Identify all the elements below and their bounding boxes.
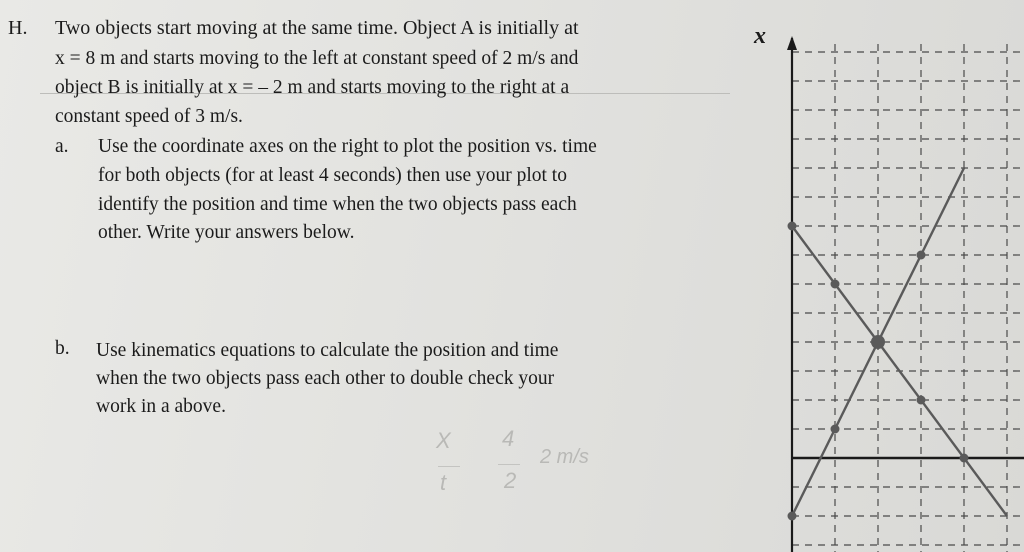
part-a-line-4: other. Write your answers below. (98, 222, 355, 243)
problem-line-3: object B is initially at x = – 2 m and starts moving to the right at a (55, 77, 570, 98)
part-a-line-3: identify the position and time when the two objects pass each (98, 194, 577, 215)
part-a-line-1: Use the coordinate axes on the right to plot the position vs. time (98, 136, 597, 157)
handwriting-fraction2-bar (498, 464, 520, 465)
axis-arrowhead (787, 36, 797, 50)
handwriting-fraction2-den: 2 (504, 468, 517, 493)
part-a-line-2: for both objects (for at least 4 seconds) then use your plot to (98, 165, 567, 186)
part-a-label: a. (55, 136, 69, 157)
axis-x-label: x (754, 23, 766, 49)
plotted-point (917, 251, 926, 260)
problem-line-2: x = 8 m and starts moving to the left at constant speed of 2 m/s and (55, 48, 579, 69)
handwriting-result: 2 m/s (540, 446, 589, 468)
plotted-point (831, 280, 840, 289)
position-time-graph (760, 24, 1024, 552)
part-b-label: b. (55, 338, 70, 359)
handwriting-fraction-num: X (436, 428, 451, 453)
part-b-line-3: work in a above. (96, 396, 226, 417)
plotted-point (831, 425, 840, 434)
problem-line-4: constant speed of 3 m/s. (55, 106, 243, 127)
handwriting-fraction-den: t (440, 470, 447, 495)
plotted-point (960, 454, 969, 463)
problem-line-1: Two objects start moving at the same time. Object A is initially at (55, 17, 579, 39)
problem-label: H. (8, 17, 28, 39)
plotted-point (917, 396, 926, 405)
part-b-line-1: Use kinematics equations to calculate the position and time (96, 340, 559, 361)
handwriting-fraction2-num: 4 (502, 426, 515, 451)
handwriting-fraction-bar (438, 466, 460, 467)
plotted-point (788, 512, 797, 521)
graph-axes (787, 36, 1024, 552)
plotted-point (788, 222, 797, 231)
graph-grid (792, 44, 1024, 552)
intersection-point (871, 335, 885, 349)
part-b-line-2: when the two objects pass each other to double check your (96, 368, 555, 389)
